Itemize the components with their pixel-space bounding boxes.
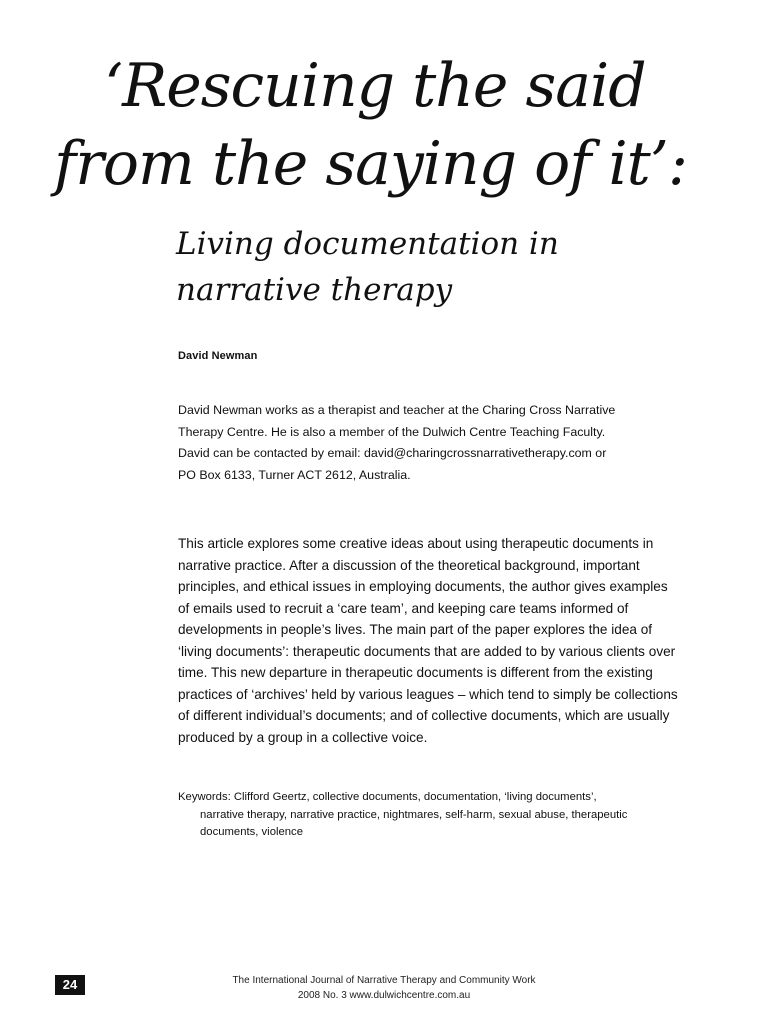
abstract-line: time. This new departure in therapeutic documents is different from the existing xyxy=(178,665,653,680)
journal-title: The International Journal of Narrative Therapy and Community Work xyxy=(232,975,536,986)
abstract-line: practices of ‘archives’ held by various leagues – which tend to simply be collections xyxy=(178,686,678,702)
journal-footer xyxy=(184,973,584,1003)
abstract-line: This article explores some creative ideas about using therapeutic documents in xyxy=(178,536,654,551)
bio-line: David can be contacted by email: david@charingcrossnarrativetherapy.com or xyxy=(178,446,607,460)
keywords xyxy=(178,789,658,842)
keywords-line: Keywords: Clifford Geertz, collective documents, documentation, ‘living documents’, xyxy=(178,791,597,803)
article-title-line-1: ‘Rescuing the said xyxy=(104,51,646,121)
bio-line: David Newman works as a therapist and teacher at the Charing Cross Narrative xyxy=(178,403,616,417)
journal-issue: 2008 No. 3 www.dulwichcentre.com.au xyxy=(297,990,471,1001)
abstract-line: ‘living documents’: therapeutic documents that are added to by various clients over xyxy=(178,643,676,659)
abstract-line: developments in people’s lives. The main part of the paper explores the idea of xyxy=(178,622,653,637)
article-subtitle-line-2: narrative therapy xyxy=(176,272,453,308)
abstract-line: of different individual’s documents; and of collective documents, which are usually xyxy=(178,708,670,723)
abstract-line: of emails used to recruit a ‘care team’, and keeping care teams informed of xyxy=(178,600,629,616)
page-number: 24 xyxy=(55,975,85,995)
keywords-line: narrative therapy, narrative practice, nightmares, self-harm, sexual abuse, therapeutic xyxy=(200,808,628,821)
article-subtitle-line-1: Living documentation in xyxy=(176,226,559,262)
abstract-line: narrative practice. After a discussion of the theoretical background, important xyxy=(178,557,640,573)
bio-line: Therapy Centre. He is also a member of the Dulwich Centre Teaching Faculty. xyxy=(178,424,606,439)
article-title-line-2: from the saying of it’: xyxy=(54,129,688,199)
abstract-line: produced by a group in a collective voice. xyxy=(178,729,428,745)
author-name: David Newman xyxy=(178,350,258,362)
bio-line: PO Box 6133, Turner ACT 2612, Australia. xyxy=(178,467,411,482)
keywords-line: documents, violence xyxy=(200,826,303,838)
abstract xyxy=(178,533,708,748)
author-bio xyxy=(178,400,698,486)
abstract-line: principles, and ethical issues in employing documents, the author gives examples xyxy=(178,579,668,594)
